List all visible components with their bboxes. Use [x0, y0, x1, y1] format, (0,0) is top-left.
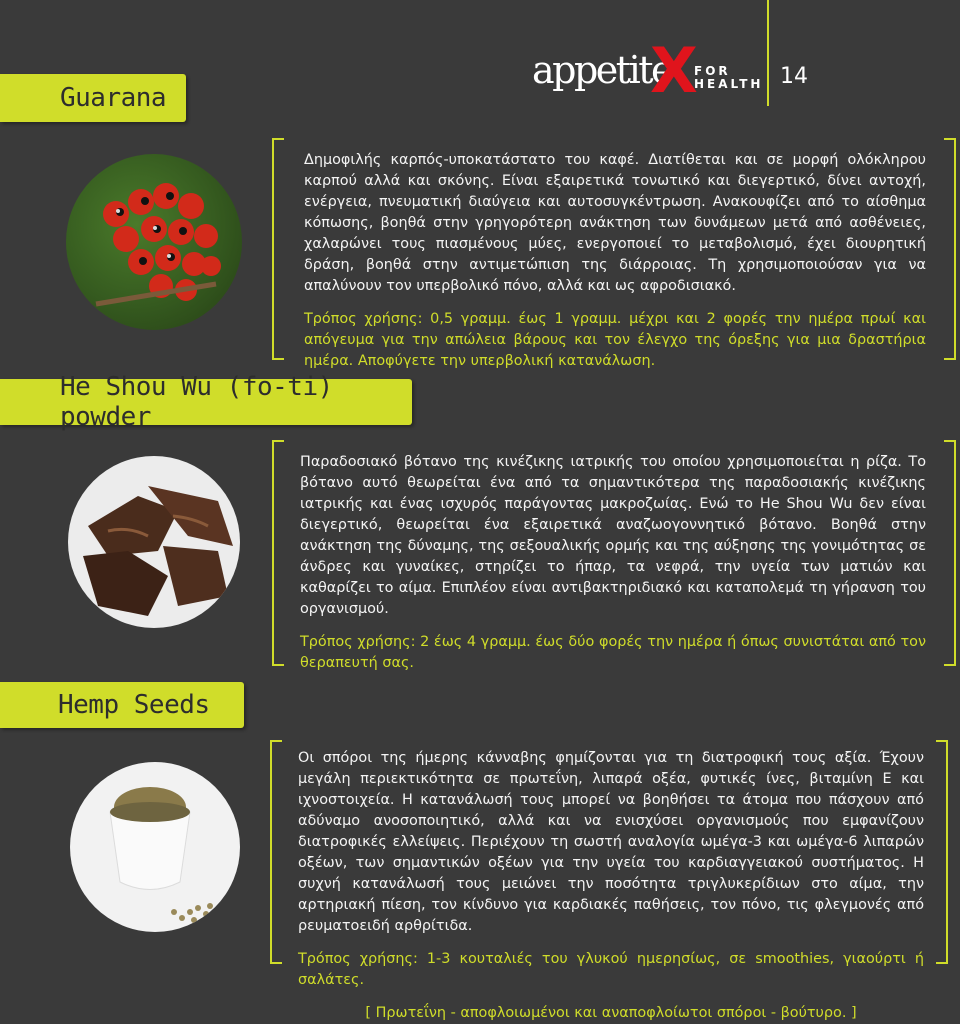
hemp-seeds-photo	[70, 762, 240, 932]
brand-health: HEALTH	[694, 77, 764, 91]
brand-word: appetite	[532, 48, 671, 92]
section-title-guarana: Guarana	[0, 74, 186, 122]
hemp-usage: Τρόπος χρήσης: 1-3 κουταλιές του γλυκού ημερησίως, σε smoothies, γιαούρτι ή σαλάτες.	[298, 951, 924, 988]
guarana-description: Δημοφιλής καρπός-υποκατάστατο του καφέ. Διατίθεται και σε μορφή ολόκληρου καρπού αλλά και σκόνης. Είναι εξαιρετικά τονωτικό και διεγερτικό, δίνει αντοχή, ενέργεια, πνευματική διαύγεια και αυτοσυγκέντρωση. Ανακουφίζει από το αίσθημα κόπωσης, βοηθά στην γρηγορότερη ανάκτηση των δυνάμεων μετά από ασθένειες, χαλαρώνει τους πιασμένους μύες, ενεργοποιεί το μεταβολισμό, έχει διουρητική δράση, βοηθά στην αντιμετώπιση της διάρροιας. Τη χρησιμοποιούσαν για να απαλύνουν τον υπερβολικό πόνο, αλλά και ως αφροδισιακό.	[304, 152, 926, 294]
he-shou-wu-text	[300, 452, 926, 674]
guarana-photo	[66, 154, 242, 330]
guarana-berries-icon	[66, 154, 242, 330]
he-shou-wu-bracket-right	[944, 440, 956, 666]
section-title-hemp-seeds: Hemp Seeds	[0, 682, 244, 728]
brand-x-mark: X	[650, 34, 698, 107]
section-title-he-shou-wu: He Shou Wu (fo-ti) powder	[0, 379, 412, 425]
hemp-bracket-left	[270, 740, 282, 964]
brand-for: FOR	[694, 64, 731, 78]
brand-logo	[532, 34, 764, 108]
guarana-text	[304, 150, 926, 372]
guarana-bracket-right	[944, 138, 956, 360]
he-shou-wu-photo	[68, 456, 240, 628]
guarana-bracket-left	[272, 138, 284, 360]
hemp-description: Οι σπόροι της ήμερης κάνναβης φημίζονται για τη διατροφική τους αξία. Έχουν μεγάλη περιεκτικότητα σε πρωτεΐνη, λιπαρά οξέα, φυτικές ίνες, βιταμίνη Ε και ιχνοστοιχεία. Η κατανάλωσή τους μπορεί να βοηθήσει τα άτομα που πάσχουν από αδύναμο ανοσοποιητικό, αλλά και να ενισχύσει οργανισμούς που εμφανίζουν διατροφικές ελλείψεις. Περιέχουν τη σωστή αναλογία ωμέγα-3 και ωμέγα-6 λιπαρών οξέων, των σημαντικών οξέων για την υγεία του καρδιαγγειακού συστήματος. Η συχνή κατανάλωσή τους μειώνει την ποσότητα τριγλυκερίδιων στο αίμα, την αρτηριακή πίεση, τον κίνδυνο για καρδιακές παθήσεις, τον πόνο, τις φλεγμονές από ρευματοειδή αρθρίτιδα.	[298, 750, 924, 934]
he-shou-wu-usage: Τρόπος χρήσης: 2 έως 4 γραμμ. έως δύο φορές την ημέρα ή όπως συνιστάται από τον θεραπευτή σας.	[300, 634, 926, 671]
seed-bowl-icon	[70, 762, 240, 932]
root-slices-icon	[68, 456, 240, 628]
hemp-bracket-right	[936, 740, 948, 964]
header-divider	[767, 0, 769, 106]
he-shou-wu-description: Παραδοσιακό βότανο της κινέζικης ιατρικής του οποίου χρησιμοποιείται η ρίζα. Το βότανο αυτό θεωρείται ένα από τα σημαντικότερα της παραδοσιακής κινέζικης ιατρικής και ένας ισχυρός παράγοντας μακροζωίας. Ενώ το He Shou Wu δεν είναι διεγερτικό, θεωρείται ένα εξαιρετικά αναζωογοννητικό βότανο. Βοηθά στην ανάκτηση της δύναμης, της σεξουαλικής ορμής και της αύξησης της γονιμότητας σε άνδρες και γυναίκες, στηρίζει το ήπαρ, τα νεφρά, την υγεία των ματιών και καθαρίζει το αίμα. Επιπλέον είναι αντιβακτηριδιακό και καταπολεμά τη γήρανση του οργανισμού.	[300, 454, 926, 617]
he-shou-wu-bracket-left	[272, 440, 284, 666]
page-number: 14	[780, 64, 808, 89]
hemp-note: [ Πρωτεΐνη - αποφλοιωμένοι και αναποφλοίωτοι σπόροι - βούτυρο. ]	[365, 1005, 857, 1021]
hemp-text	[298, 748, 924, 1024]
guarana-usage: Τρόπος χρήσης: 0,5 γραμμ. έως 1 γραμμ. μέχρι και 2 φορές την ημέρα πρωί και απόγευμα για την απώλεια βάρους και τον έλεγχο της όρεξης για μια δραστήρια ημέρα. Αποφύγετε την υπερβολική κατανάλωση.	[304, 311, 926, 369]
